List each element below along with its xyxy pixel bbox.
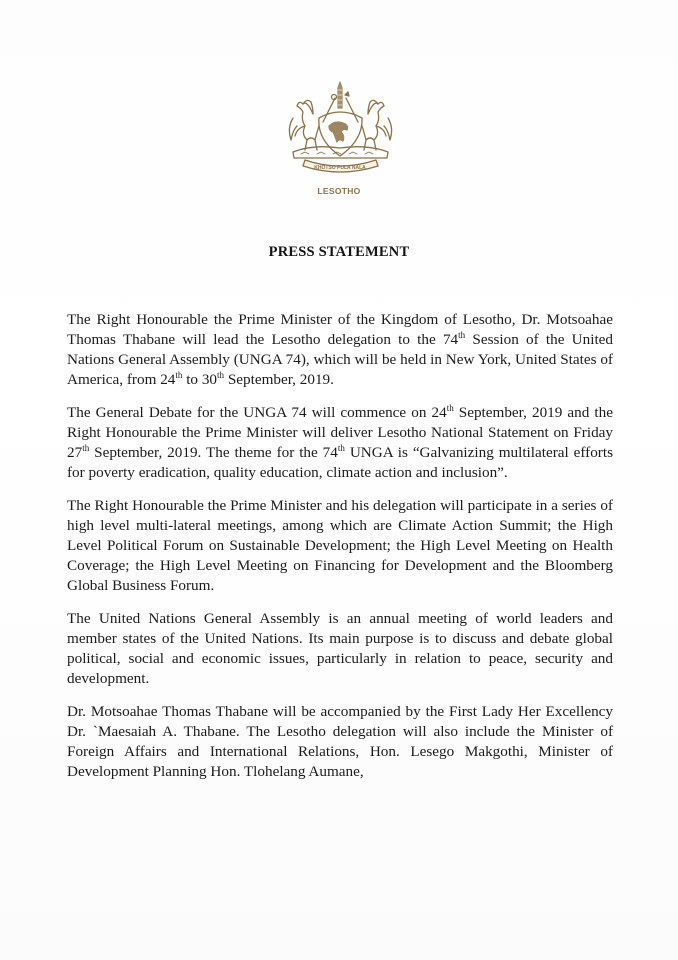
text-run: September, 2019. The theme for the 74 [89, 444, 338, 461]
ordinal-suffix: th [217, 369, 225, 380]
ordinal-suffix: th [337, 442, 345, 453]
text-run: to 30 [182, 371, 218, 388]
ordinal-suffix: th [458, 329, 466, 340]
paragraph-high-level-meetings: The Right Honourable the Prime Minister and his delegation will participate in a series of high level multi-lateral meetings, among which are Climate Action Summit; the High Level Political Forum on Sustainable Development; the High Level Meeting on Health Coverage; the High Level Meeting on Financing for Development and the Bloomberg Global Business Forum. [67, 497, 613, 594]
text-run: September, 2019. [224, 371, 334, 388]
paragraph-delegation-announcement [67, 310, 613, 390]
document-body [67, 310, 613, 795]
text-run: The Right Honourable the Prime Minister of the Kingdom of Lesotho, Dr. Motsoahae Thomas Thabane will lead the Lesotho delegation to the 74 [67, 311, 613, 348]
text-run: UNGA is “Galvanizing multilateral efforts for poverty eradication, quality education, climate action and inclusion”. [67, 444, 613, 481]
ordinal-suffix: th [175, 369, 183, 380]
country-label: LESOTHO [317, 186, 361, 196]
lesotho-coat-of-arms-icon [283, 78, 398, 178]
text-run: September, 2019 and the Right Honourable the Prime Minister will deliver Lesotho National Statement on Friday 27 [67, 404, 613, 461]
text-run: Session of the United Nations General Assembly (UNGA 74), which will be held in New York, United States of America, from 24 [67, 331, 613, 388]
paragraph-unga-description: The United Nations General Assembly is an annual meeting of world leaders and member states of the United Nations. Its main purpose is to discuss and debate global political, social and economic issues, particularly in relation to peace, security and development. [67, 610, 613, 687]
ordinal-suffix: th [82, 442, 90, 453]
svg-text:KHOTSO PULA NALA: KHOTSO PULA NALA [314, 165, 366, 171]
paragraph-general-debate [67, 403, 613, 483]
text-run: The General Debate for the UNGA 74 will commence on 24 [67, 404, 447, 421]
document-title: PRESS STATEMENT [268, 244, 410, 260]
paragraph-delegation-members: Dr. Motsoahae Thomas Thabane will be accompanied by the First Lady Her Excellency Dr. `Maesaiah A. Thabane. The Lesotho delegation will also include the Minister of Foreign Affairs and International Relations, Hon. Lesego Makgothi, Minister of Development Planning Hon. Tlohelang Aumane, [67, 703, 613, 780]
ordinal-suffix: th [446, 402, 454, 413]
